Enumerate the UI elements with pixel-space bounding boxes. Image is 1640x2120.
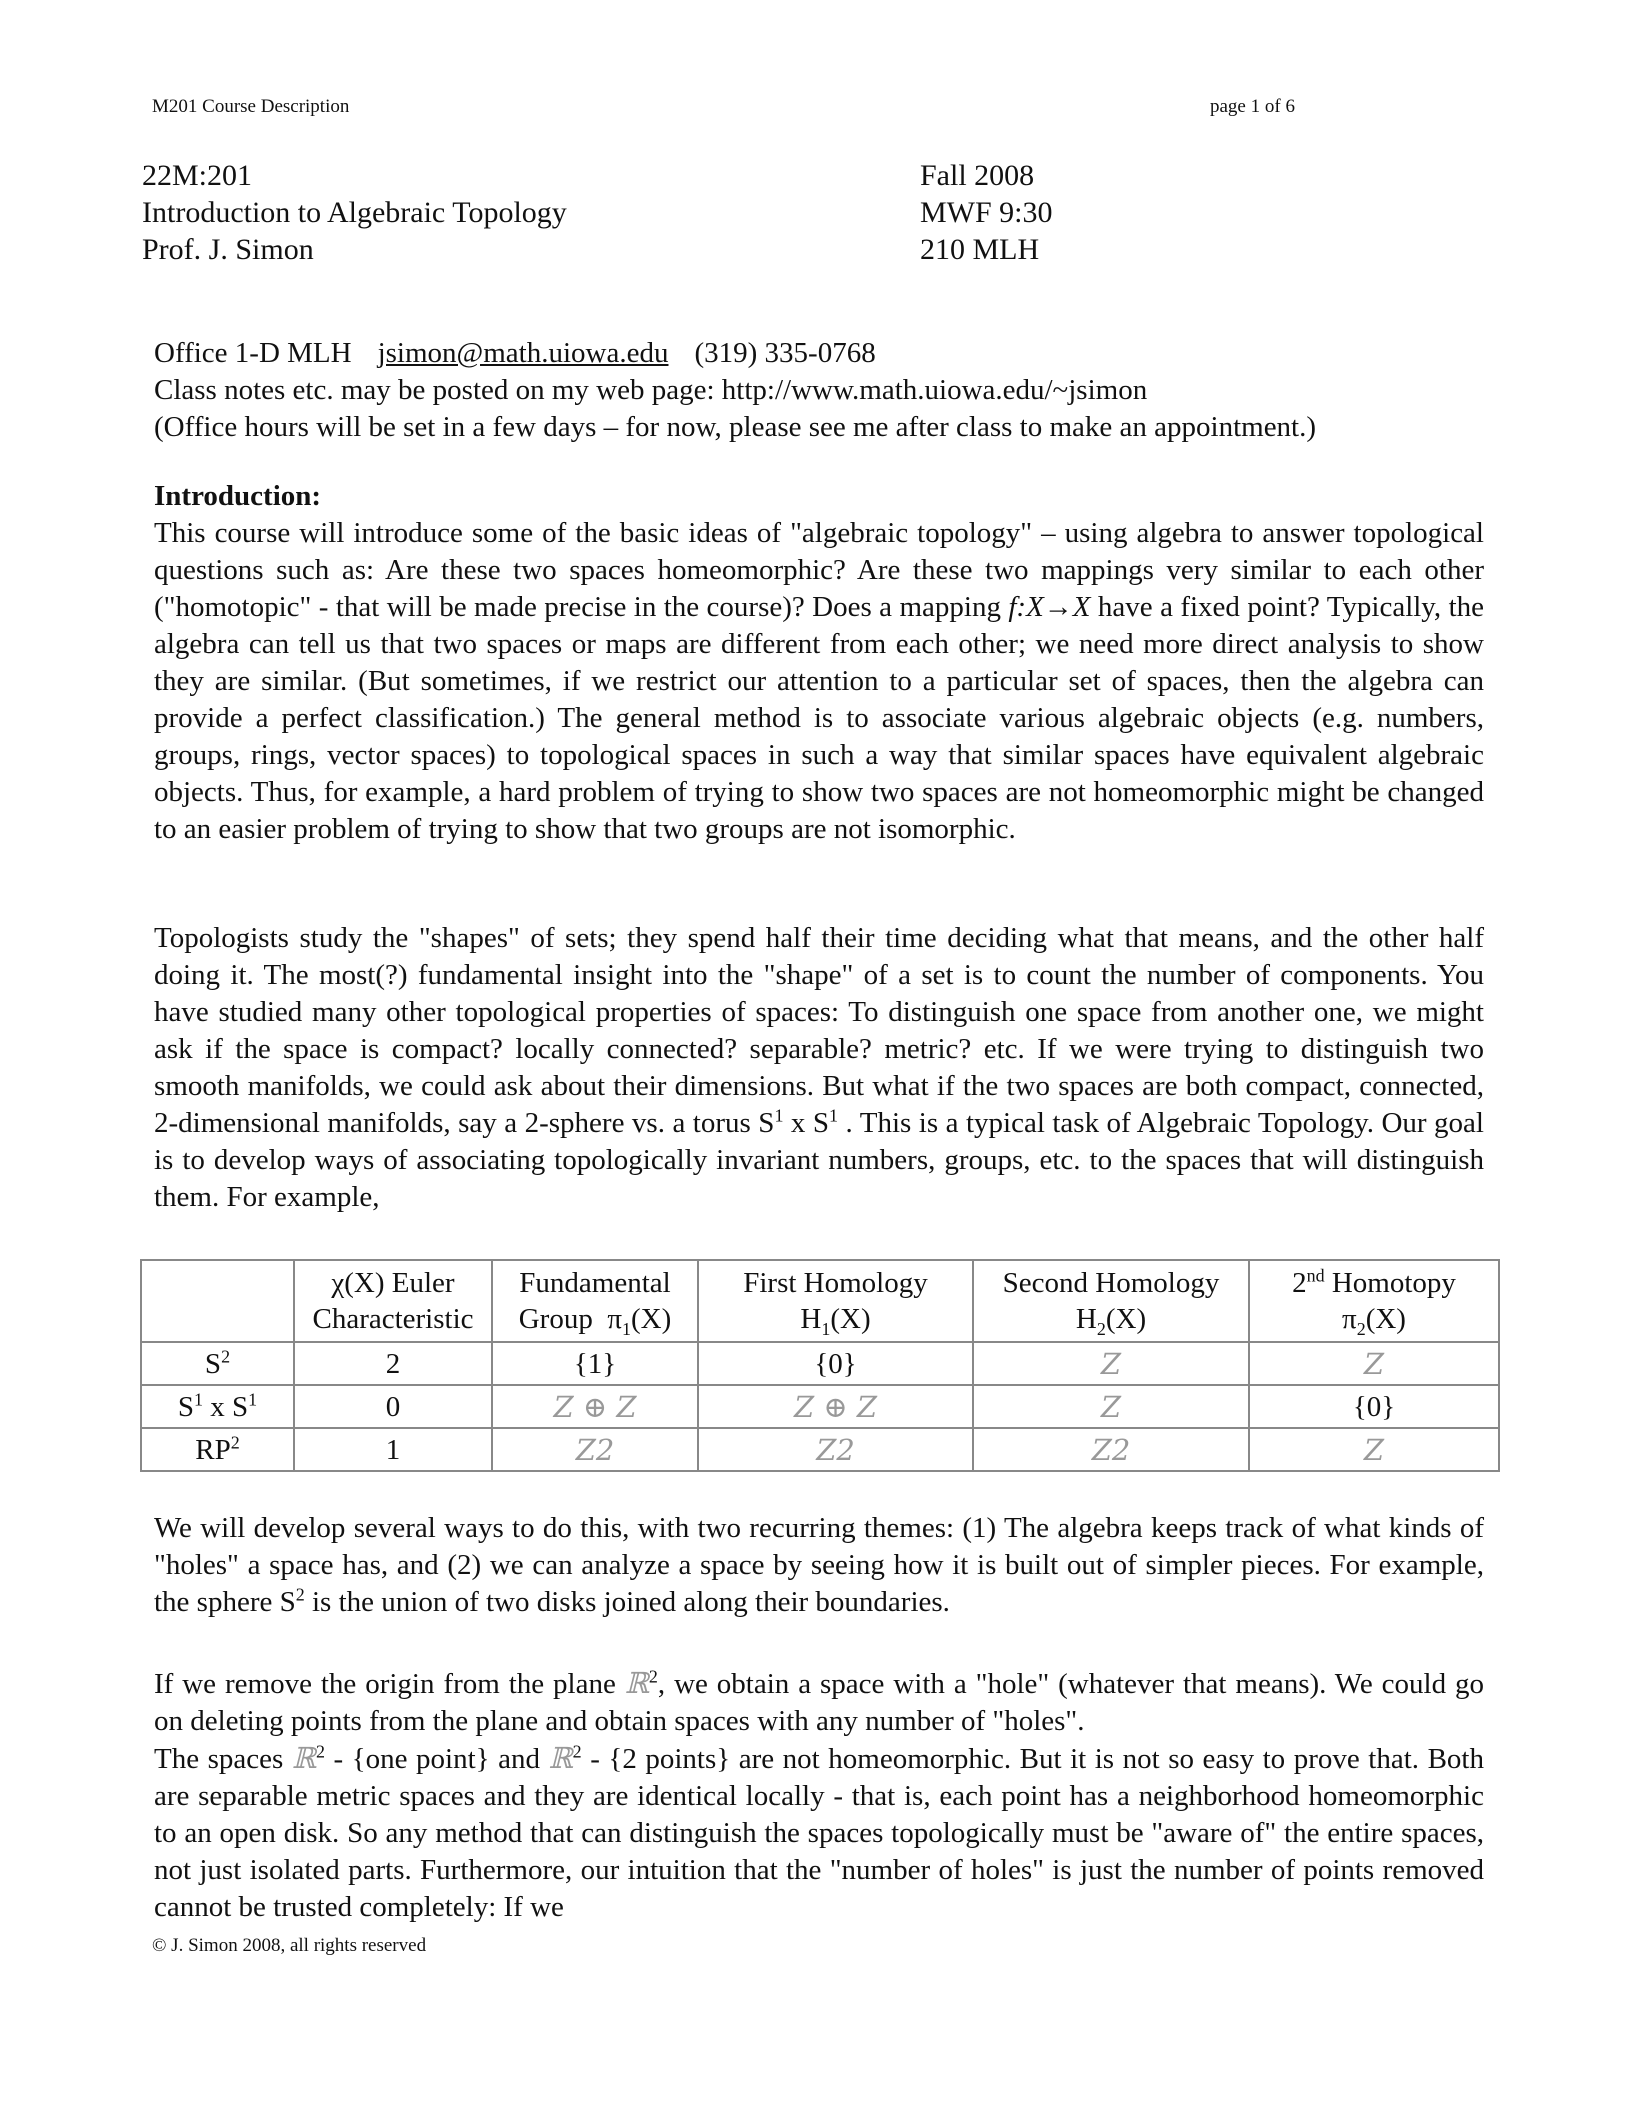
holes-paragraph: If we remove the origin from the plane ℝ$^2$, we obtain a space with a "hole" (whatever that means). We could go on deleting points from the plane and obtain spaces with any number of "holes". The spaces ℝ$^2$ - {one point} and ℝ$^2$ - {2 points} are not homeomorphic. But it is not so easy to prove that. Both are separable metric spaces and they are identical locally - that is, each point has a neighborhood homeomorphic to an open disk. So any method that can distinguish the spaces topologically must be "aware of" the entire spaces, not just isolated parts. Furthermore, our intuition that the "number of holes" is just the number of points removed cannot be trusted completely: If we xyxy=(154,1666,1484,1923)
para4-text-b: , we obtain a space with a "hole" (whatever that means). We could go on deleting points from the plane and obtain spaces with any number of "holes". xyxy=(154,1668,1484,1737)
para3-text-a: We will develop several ways to do this, with two recurring themes: (1) The algebra keeps track of what kinds of "holes" a space has, and (2) we can analyze a space by seeing how it is built out of simpler pieces. For example, the sphere S xyxy=(154,1512,1484,1618)
introduction-section xyxy=(154,478,1484,848)
table-corner-cell xyxy=(141,1260,294,1342)
para4-text-c: The spaces xyxy=(154,1743,292,1775)
table-cell: 0 xyxy=(294,1385,492,1428)
table-cell: {1} xyxy=(492,1342,698,1385)
table-cell: 2 xyxy=(294,1342,492,1385)
contact-line xyxy=(154,335,1484,372)
course-block xyxy=(142,157,567,268)
semester: Fall 2008 xyxy=(920,159,1035,192)
table-cell: Z xyxy=(973,1385,1249,1428)
para4-text-d: - {one point} and xyxy=(324,1743,549,1775)
plane-symbol: ℝ xyxy=(548,1741,573,1775)
torus-symbol: $S^1$ x $S^1$ xyxy=(758,1105,839,1139)
phone: (319) 335-0768 xyxy=(694,337,876,369)
office: Office 1-D MLH xyxy=(154,337,352,369)
para4-text-a: If we remove the origin from the plane xyxy=(154,1668,625,1700)
fixed-point-map: f:X→X xyxy=(1008,591,1091,623)
header-second-homology: Second Homology $H_2(X)$ xyxy=(973,1260,1249,1342)
table-row xyxy=(141,1428,1499,1471)
page-number: page 1 of 6 xyxy=(1210,96,1295,117)
running-header-left: M201 Course Description xyxy=(152,96,350,117)
invariants-table xyxy=(140,1259,1500,1472)
themes-paragraph: We will develop several ways to do this, with two recurring themes: (1) The algebra keeps track of what kinds of "holes" a space has, and (2) we can analyze a space by seeing how it is built out of simpler pieces. For example, the sphere $S^2$ is the union of two disks joined along their boundaries. xyxy=(154,1512,1484,1618)
intro-text-b: have a fixed point? Typically, the algebra can tell us that two spaces or maps are different from each other; we need more direct analysis to show they are similar. (But sometimes, if we restrict our attention to a particular set of spaces, then the algebra can provide a perfect classification.) The general method is to associate various algebraic objects (e.g. numbers, groups, rings, vector spaces) to topological spaces in such a way that similar spaces have equivalent algebraic objects. Thus, for example, a hard problem of trying to show two spaces are not homeomorphic might be changed to an easier problem of trying to show that two groups are not isomorphic. xyxy=(154,591,1485,845)
instructor: Prof. J. Simon xyxy=(142,233,314,266)
header-first-homology: First Homology $H_1(X)$ xyxy=(698,1260,973,1342)
intro-text-a: This course will introduce some of the basic ideas of "algebraic topology" – using algebra to answer topological questions such as: Are these two spaces homeomorphic? Are these two mappings very similar to each other ("homotopic" - that will be made precise in the course)? Does a mapping xyxy=(154,517,1484,623)
table-cell: Z xyxy=(1249,1428,1499,1471)
header-fundamental-group: Fundamental Group $\pi_1(X)$ xyxy=(492,1260,698,1342)
header-second-homotopy: 2nd Homotopy $\pi_2(X)$ xyxy=(1249,1260,1499,1342)
course-number: 22M:201 xyxy=(142,159,253,192)
table-cell: Z ⊕ Z xyxy=(698,1385,973,1428)
copyright-footer: © J. Simon 2008, all rights reserved xyxy=(152,1935,427,1956)
table-cell: Z2 xyxy=(698,1428,973,1471)
shapes-paragraph xyxy=(154,920,1484,1216)
para3-text-b: is the union of two disks joined along their boundaries. xyxy=(304,1586,950,1618)
table-row xyxy=(141,1342,1499,1385)
table-cell: Z2 xyxy=(492,1428,698,1471)
room: 210 MLH xyxy=(920,233,1040,266)
web-line: Class notes etc. may be posted on my web page: http://www.math.uiowa.edu/~jsimon xyxy=(154,374,1148,406)
contact-block xyxy=(154,335,1484,446)
email-link[interactable]: jsimon@math.uiowa.edu xyxy=(377,337,669,369)
row-label: $RP^2$ xyxy=(141,1428,294,1471)
para4-text-e: - {2 points} are not homeomorphic. But it is not so easy to prove that. Both are separable metric spaces and they are identical locally - that is, each point has a neighborhood homeomorphic to an open disk. So any method that can distinguish the spaces topologically must be "aware of" the entire spaces, not just isolated parts. Furthermore, our intuition that the "number of holes" is just the number of points removed cannot be trusted completely: If we xyxy=(154,1743,1484,1923)
para2-text-b: . This is a typical task of Algebraic Topology. Our goal is to develop ways of associating topologically invariant numbers, groups, etc. to the spaces that will distinguish them. For example, xyxy=(154,1107,1484,1213)
row-label: $S^2$ xyxy=(141,1342,294,1385)
plane-symbol: ℝ xyxy=(624,1666,649,1700)
table-cell: Z xyxy=(973,1342,1249,1385)
table-cell: Z2 xyxy=(973,1428,1249,1471)
row-label: $S^1$ x $S^1$ xyxy=(141,1385,294,1428)
course-title: Introduction to Algebraic Topology xyxy=(142,196,567,229)
intro-heading: Introduction: xyxy=(154,480,322,512)
term-block xyxy=(920,157,1053,268)
table-cell: Z xyxy=(1249,1342,1499,1385)
table-cell: {0} xyxy=(1249,1385,1499,1428)
meeting-time: MWF 9:30 xyxy=(920,196,1053,229)
table-row xyxy=(141,1385,1499,1428)
header-euler: χ(X) Euler Characteristic xyxy=(294,1260,492,1342)
hours-line: (Office hours will be set in a few days – for now, please see me after class to make an appointment.) xyxy=(154,411,1317,443)
para2-text-a: Topologists study the "shapes" of sets; they spend half their time deciding what that means, and the other half doing it. The most(?) fundamental insight into the "shape" of a set is to count the number of components. You have studied many other topological properties of spaces: To distinguish one space from another one, we might ask if the space is compact? locally connected? separable? metric? etc. If we were trying to distinguish two smooth manifolds, we could ask about their dimensions. But what if the two spaces are both compact, connected, 2-dimensional manifolds, say a 2-sphere vs. a torus xyxy=(154,922,1484,1139)
intro-paragraph xyxy=(154,515,1484,848)
plane-symbol: ℝ xyxy=(291,1741,316,1775)
table-cell: {0} xyxy=(698,1342,973,1385)
table-header-row xyxy=(141,1260,1499,1342)
table-cell: Z ⊕ Z xyxy=(492,1385,698,1428)
table-cell: 1 xyxy=(294,1428,492,1471)
